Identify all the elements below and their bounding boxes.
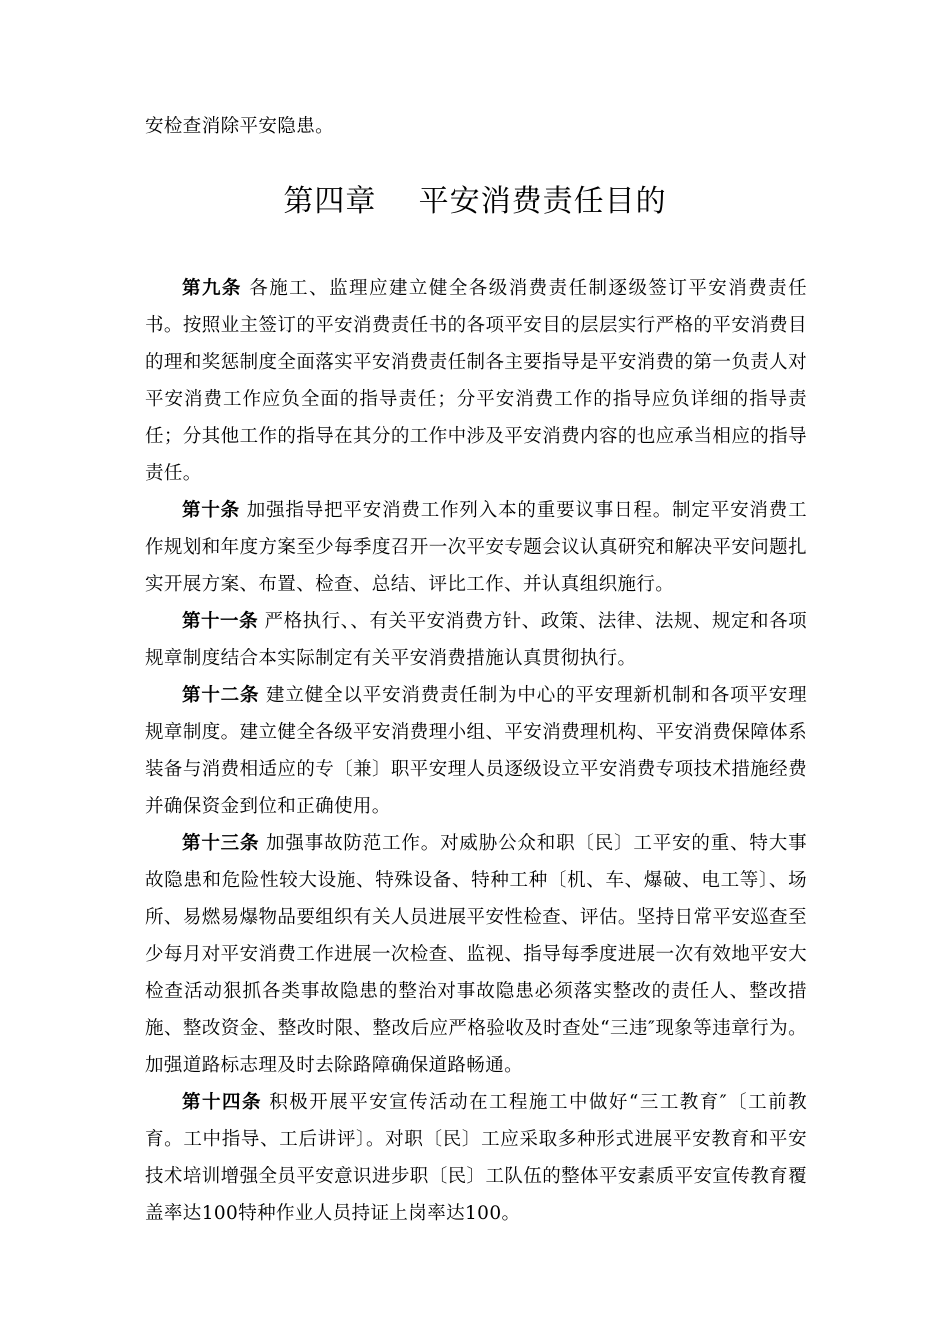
article-10 xyxy=(145,492,807,603)
article-body: 积极开展平安宣传活动在工程施工中做好“三工教育″〔工前教育。工中指导、工后讲评〕。对职〔民〕工应采取多种形式进展平安教育和平安技术培训增强全员平安意识进步职〔民〕工队伍的整体平安素质平安宣传教育覆盖率达100特种作业人员持证上岗率达100。 xyxy=(145,1092,807,1224)
article-body: 加强指导把平安消费工作列入本的重要议事日程。制定平安消费工作规划和年度方案至少每季度召开一次平安专题会议认真研究和解决平安问题扎实开展方案、布置、检查、总结、评比工作、并认真组织施行。 xyxy=(145,500,808,595)
article-label: 第九条 xyxy=(182,278,242,299)
chapter-title: 第四章 平安消费责任目的 xyxy=(283,184,667,219)
article-12 xyxy=(145,677,807,825)
article-body: 严格执行、、有关平安消费方针、政策、法律、法规、规定和各项规章制度结合本实际制定有关平安消费措施认真贯彻执行。 xyxy=(145,611,807,669)
article-11 xyxy=(145,603,807,677)
article-label: 第十条 xyxy=(182,500,241,521)
article-label: 第十四条 xyxy=(182,1092,262,1113)
article-label: 第十二条 xyxy=(182,685,260,706)
article-label: 第十三条 xyxy=(182,833,260,854)
article-13 xyxy=(145,825,807,1084)
article-body: 加强事故防范工作。对威胁公众和职〔民〕工平安的重、特大事故隐患和危险性较大设施、特殊设备、特种工种〔机、车、爆破、电工等〕、场所、易燃易爆物品要组织有关人员进展平安性检查、评估。坚持日常平安巡查至少每月对平安消费工作进展一次检查、监视、指导每季度进展一次有效地平安大检查活动狠抓各类事故隐患的整治对事故隐患必须落实整改的责任人、整改措施、整改资金、整改时限、整改后应严格验收及时查处“三违″现象等违章行为。加强道路标志理及时去除路障确保道路畅通。 xyxy=(145,833,807,1076)
article-label: 第十一条 xyxy=(182,611,259,632)
lead-paragraph xyxy=(145,108,807,145)
article-body: 建立健全以平安消费责任制为中心的平安理新机制和各项平安理规章制度。建立健全各级平安消费理小组、平安消费理机构、平安消费保障体系装备与消费相适应的专〔兼〕职平安理人员逐级设立平安消费专项技术措施经费并确保资金到位和正确使用。 xyxy=(145,685,807,817)
article-14 xyxy=(145,1084,807,1232)
article-list xyxy=(145,270,807,1232)
article-body: 各施工、监理应建立健全各级消费责任制逐级签订平安消费责任书。按照业主签订的平安消费责任书的各项平安目的层层实行严格的平安消费目的理和奖惩制度全面落实平安消费责任制各主要指导是平安消费的第一负责人对平安消费工作应负全面的指导责任；分平安消费工作的指导应负详细的指导责任；分其他工作的指导在其分的工作中涉及平安消费内容的也应承当相应的指导责任。 xyxy=(145,278,808,484)
article-9 xyxy=(145,270,807,492)
lead-text: 安检查消除平安隐患。 xyxy=(145,116,335,137)
